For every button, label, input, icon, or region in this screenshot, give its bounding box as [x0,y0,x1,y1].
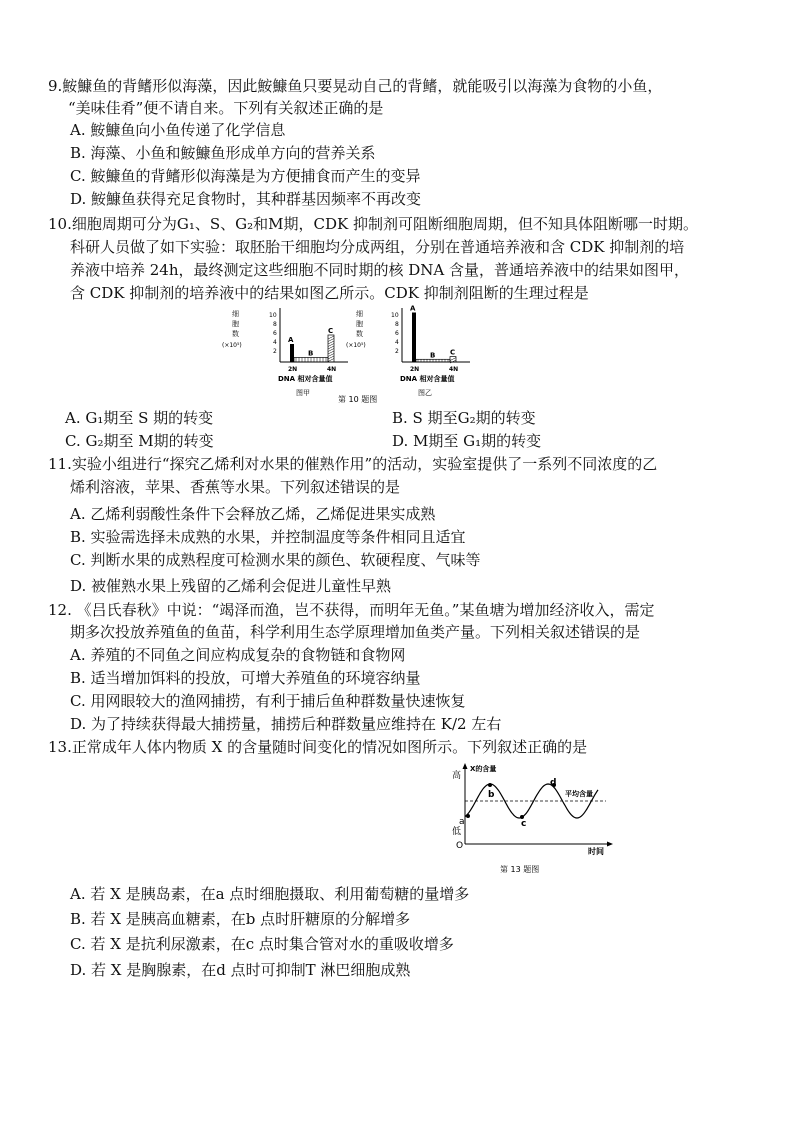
jia-bar-c-hatch [328,344,334,347]
q10-stem-line4: 含 CDK 抑制剂的培养液中的结果如图乙所示。CDK 抑制剂阻断的生理过程是 [70,284,589,302]
q12-stem-line2: 期多次投放养殖鱼的鱼苗，科学利用生态学原理增加鱼类产量。下列相关叙述错误的是 [70,623,641,641]
q11-option-b: B. 实验需选择未成熟的水果，并控制温度等条件相同且适宜 [70,528,466,546]
yi-xtick-2n: 2N [410,366,420,373]
yi-ylabel-3: 数 [356,330,363,338]
jia-ylabel-1: 细 [232,310,239,318]
yi-bar-a [412,313,416,363]
q13-option-d: D. 若 X 是胸腺素，在d 点时可抑制T 淋巴细胞成熟 [70,961,411,979]
jia-bar-c-hatch [328,346,334,349]
q10-stem-line1: 10.细胞周期可分为G₁、S、G₂和M期，CDK 抑制剂可阻断细胞周期，但不知具体阻断哪一时期。 [48,215,698,233]
jia-bar-c-hatch [328,339,334,342]
q9-option-c: C. 鮟鱇鱼的背鳍形似海藻是为方便捕食而产生的变异 [70,167,421,185]
jia-bar-a [290,344,294,362]
jia-ylabel-3: 数 [232,330,239,338]
yi-bar-label-c: C [450,348,456,357]
jia-ytick-8: 8 [273,321,277,328]
q13-stem: 13.正常成年人体内物质 X 的含量随时间变化的情况如图所示。下列叙述正确的是 [48,738,588,756]
jia-bar-label-b: B [308,349,314,358]
q13-ylabel: X的含量 [470,765,497,773]
q13-figure-caption: 第 13 题图 [500,865,540,874]
jia-ytick-6: 6 [273,330,277,337]
jia-xlabel: DNA 相对含量值 [278,375,333,383]
q13-y-high: 高 [452,771,462,781]
yi-ytick-2: 2 [395,348,399,355]
q10-figure-caption: 第 10 题图 [338,395,378,404]
jia-bar-label-c: C [328,327,334,335]
jia-ylabel-unit: (×10⁵) [222,342,242,349]
q13-xlabel: 时间 [588,847,604,856]
q10-figure [220,304,480,406]
fig-yi [346,305,470,398]
yi-ylabel-1: 细 [356,310,363,318]
q12-option-b: B. 适当增加饵料的投放，可增大养殖鱼的环境容纳量 [70,669,421,687]
q13-label-a: a [459,817,465,827]
q9-stem-line1: 9.鮟鱇鱼的背鳍形似海藻，因此鮟鱇鱼只要晃动自己的背鳍，就能吸引以海藻为食物的小鱼， [48,77,663,95]
q13-point-a [466,814,470,818]
q12-stem-line1: 12. 《吕氏春秋》中说：“竭泽而渔，岂不获得，而明年无鱼。”某鱼塘为增加经济收入，需定 [48,601,655,619]
q10-stem-line3: 养液中培养 24h，最终测定这些细胞不同时期的核 DNA 含量，普通培养液中的结果如图甲， [70,261,690,279]
q9-option-a: A. 鮟鱇鱼向小鱼传递了化学信息 [70,121,286,139]
jia-name: 图甲 [296,389,310,397]
q12-option-c: C. 用网眼较大的渔网捕捞，有利于捕后鱼种群数量快速恢复 [70,692,466,710]
jia-bar-label-a: A [288,336,294,344]
yi-xtick-4n: 4N [449,366,459,373]
q9-stem-line2: “美味佳肴”便不请自来。下列有关叙述正确的是 [68,99,384,117]
jia-xtick-4n: 4N [327,366,337,373]
q13-y-arrow [463,763,468,769]
q13-origin: O [456,841,464,851]
yi-name: 图乙 [418,389,432,397]
jia-bar-c-hatch [328,359,334,362]
q13-label-c: c [521,819,527,829]
q13-x-arrow [607,842,613,847]
q11-option-d: D. 被催熟水果上残留的乙烯利会促进儿童性早熟 [70,577,392,595]
q9-option-b: B. 海藻、小鱼和鮟鱇鱼形成单方向的营养关系 [70,144,376,162]
fig-jia [222,308,348,397]
q13-y-low: 低 [452,827,462,837]
q13-label-b: b [488,790,495,800]
yi-ytick-6: 6 [395,330,399,337]
q10-option-d: D. M期至 G₁期的转变 [392,432,542,450]
yi-ytick-8: 8 [395,321,399,328]
jia-bar-c-hatch [328,351,334,354]
q11-stem-line1: 11.实验小组进行“探究乙烯利对水果的催熟作用”的活动，实验室提供了一系列不同浓度的乙 [48,455,658,473]
jia-bar-c-hatch [328,349,334,352]
q10-option-a: A. G₁期至 S 期的转变 [65,409,214,427]
q10-option-c: C. G₂期至 M期的转变 [65,432,214,450]
jia-ytick-2: 2 [273,348,277,355]
q9-option-d: D. 鮟鱇鱼获得充足食物时，其种群基因频率不再改变 [70,190,422,208]
jia-bar-c-hatch [328,356,334,359]
q10-option-b: B. S 期至G₂期的转变 [392,409,536,427]
jia-ytick-10: 10 [269,312,277,319]
yi-xlabel: DNA 相对含量值 [400,375,455,383]
q13-label-d: d [550,778,557,788]
jia-ytick-4: 4 [273,339,277,346]
jia-bar-c-hatch [328,354,334,357]
yi-ytick-10: 10 [391,312,399,319]
jia-ylabel-2: 胞 [232,320,239,328]
yi-bar-label-b: B [430,351,436,360]
jia-bar-c-hatch [328,336,334,339]
q13-figure [448,760,618,878]
q12-option-a: A. 养殖的不同鱼之间应构成复杂的食物链和食物网 [70,646,406,664]
q13-option-b: B. 若 X 是胰高血糖素，在b 点时肝糖原的分解增多 [70,910,411,928]
yi-bar-label-a: A [410,304,416,313]
yi-ytick-4: 4 [395,339,399,346]
yi-bar-c-hatch [450,358,456,361]
jia-bar-c-hatch [328,341,334,344]
q13-point-b [488,783,492,787]
q13-option-c: C. 若 X 是抗利尿激素，在c 点时集合管对水的重吸收增多 [70,935,454,953]
yi-ylabel-2: 胞 [356,320,363,328]
q12-option-d: D. 为了持续获得最大捕捞量，捕捞后种群数量应维持在 K/2 左右 [70,715,502,733]
yi-ylabel-unit: (×10⁵) [346,342,366,349]
q11-option-c: C. 判断水果的成熟程度可检测水果的颜色、软硬程度、气味等 [70,551,481,569]
q10-stem-line2: 科研人员做了如下实验：取胚胎干细胞均分成两组，分别在普通培养液和含 CDK 抑制剂的培 [70,238,685,256]
jia-xtick-2n: 2N [288,366,298,373]
q11-stem-line2: 烯利溶液，苹果、香蕉等水果。下列叙述错误的是 [70,478,401,496]
q13-option-a: A. 若 X 是胰岛素，在a 点时细胞摄取、利用葡萄糖的量增多 [70,885,470,903]
q11-option-a: A. 乙烯利弱酸性条件下会释放乙烯，乙烯促进果实成熟 [70,505,436,523]
q13-average-label: 平均含量 [565,790,593,798]
